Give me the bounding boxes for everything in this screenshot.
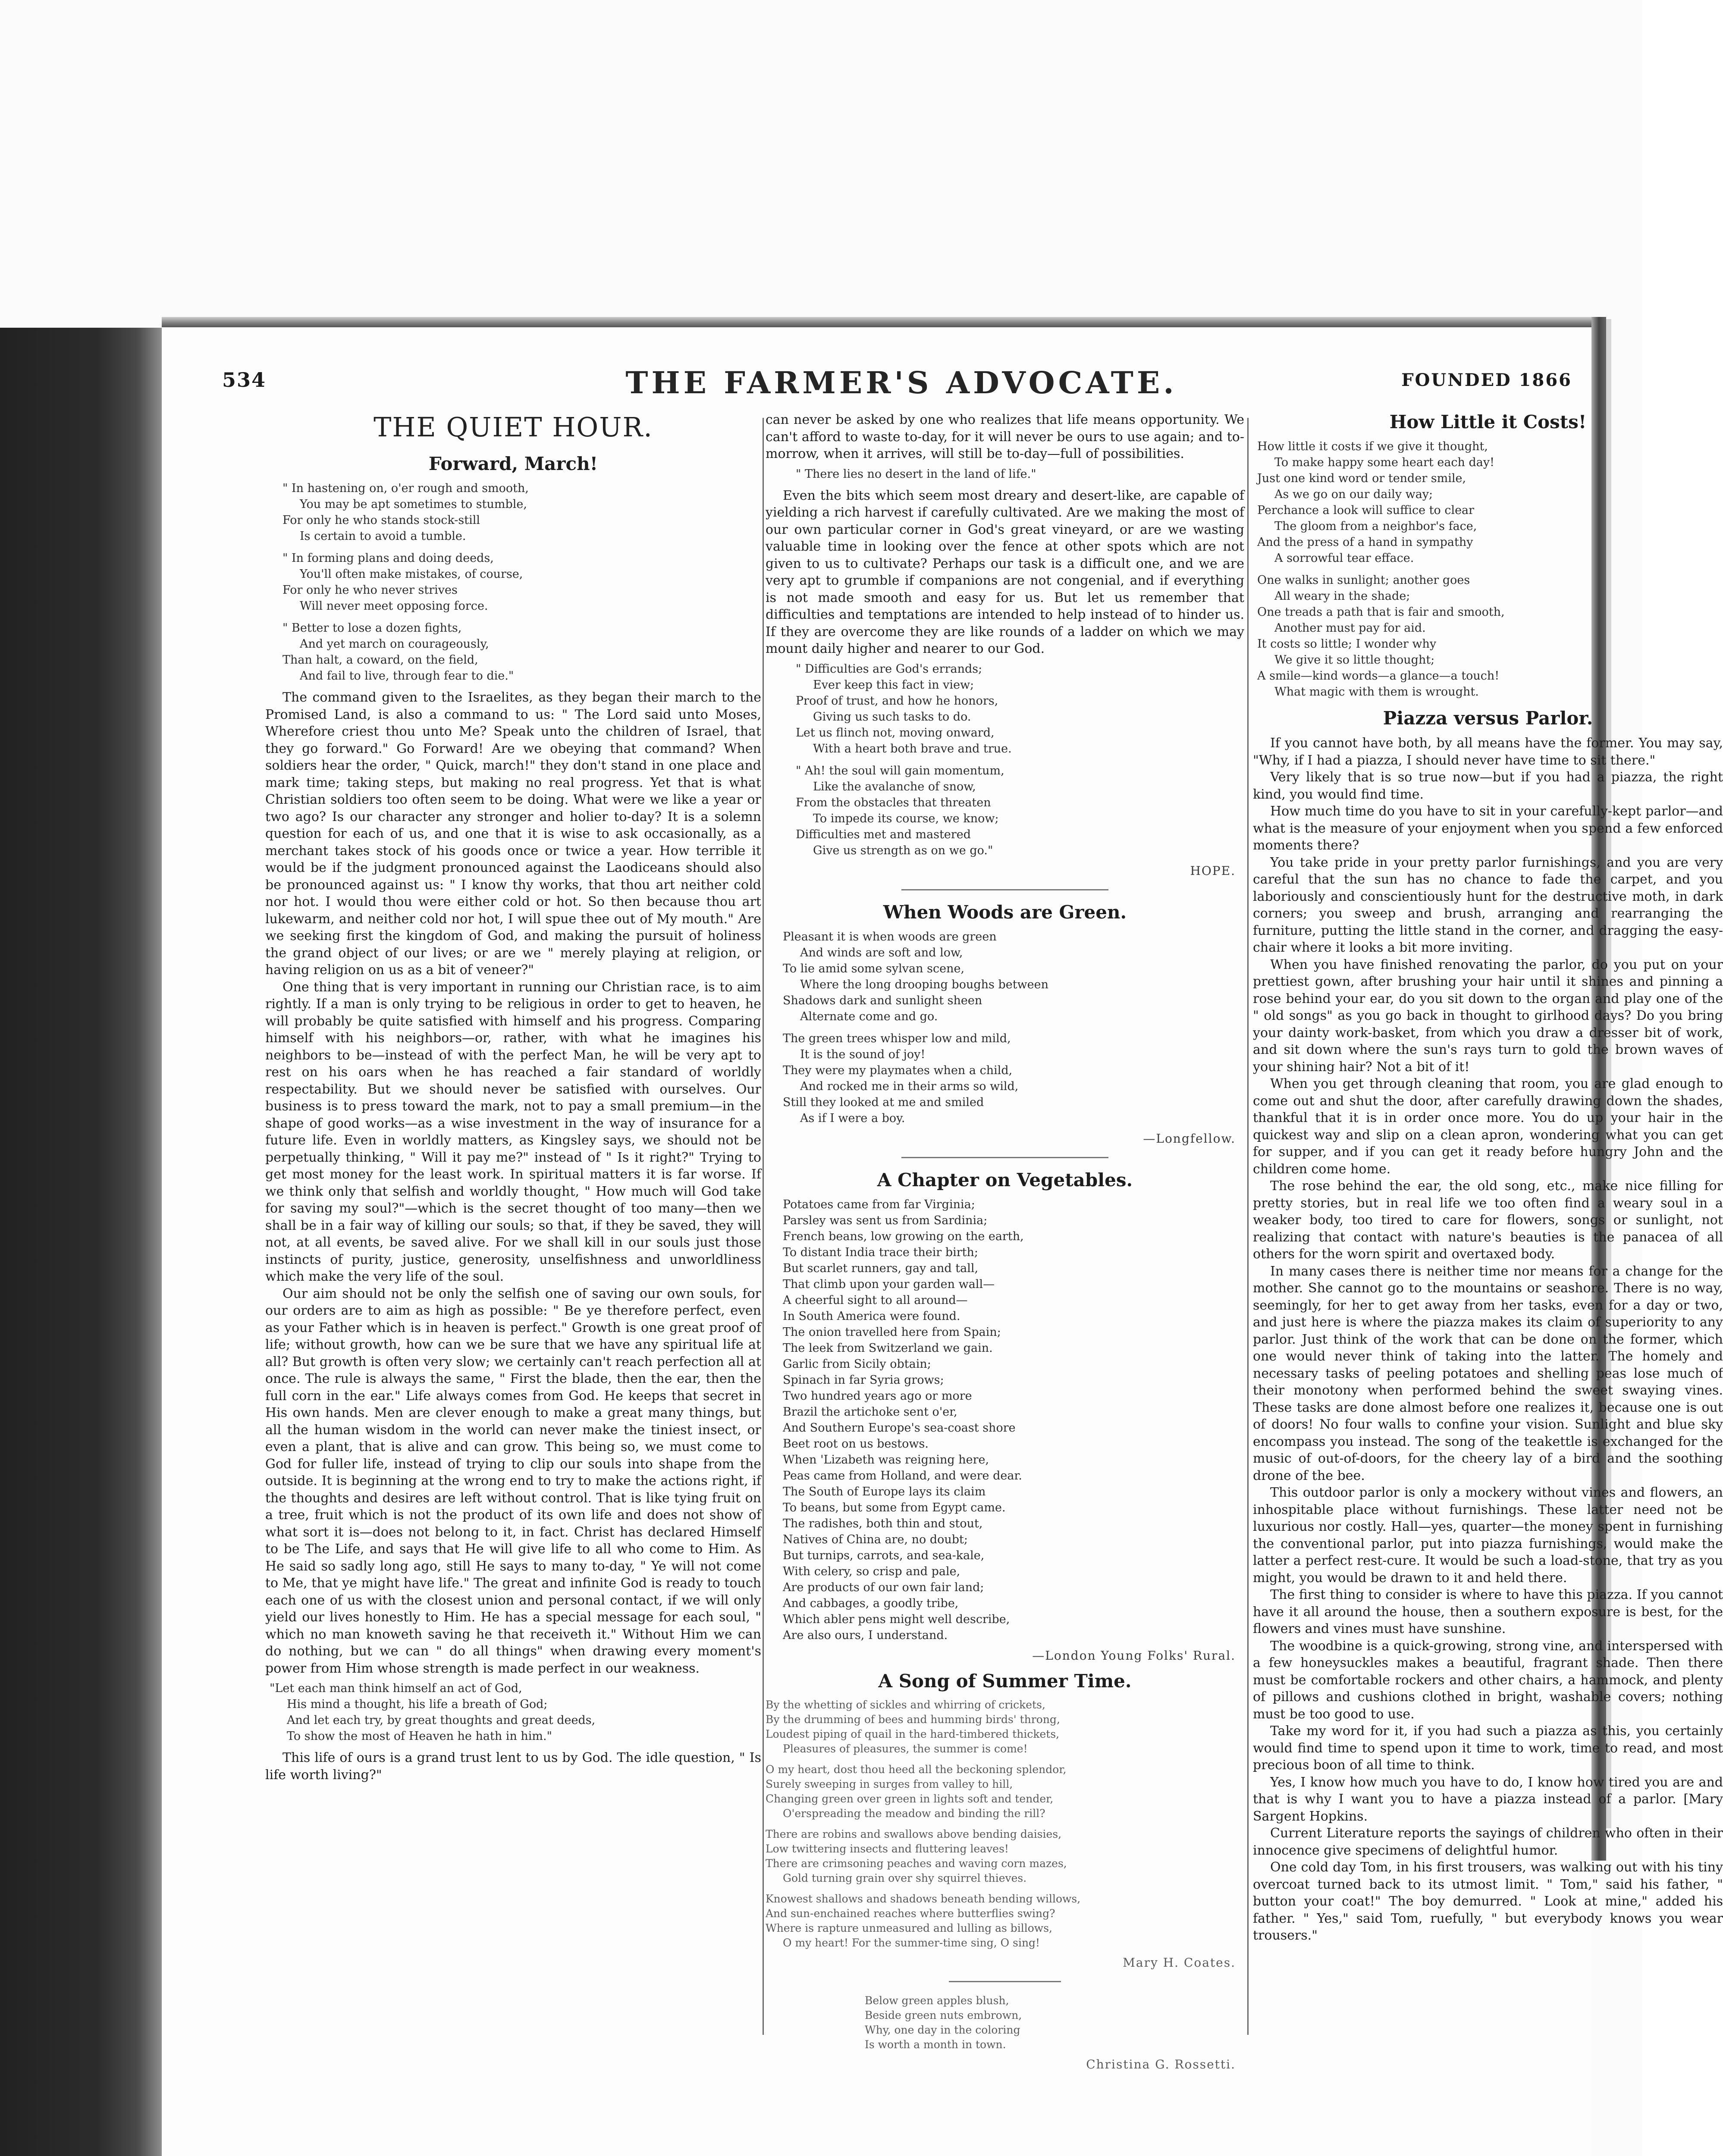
poem-line: Which abler pens might well describe,: [783, 1612, 1010, 1626]
poem-line: " In forming plans and doing deeds,: [282, 552, 494, 565]
poem-line: For only he who never strives: [282, 583, 458, 597]
poem-line: French beans, low growing on the earth,: [783, 1229, 1024, 1243]
masthead-title: THE FARMER'S ADVOCATE.: [625, 365, 1177, 401]
poem-line: But scarlet runners, gay and tall,: [783, 1261, 979, 1275]
article-heading: Piazza versus Parlor.: [1383, 708, 1593, 729]
divider: [901, 889, 1108, 890]
poem-line: Beside green nuts embrown,: [865, 2009, 1022, 2021]
poem-forward-march: [282, 480, 761, 684]
poem-line: By the drumming of bees and humming birds' throng,: [766, 1713, 1060, 1726]
column-3: [1253, 411, 1723, 1944]
poem-line: Than halt, a coward, on the field,: [282, 653, 478, 667]
article-heading: Forward, March!: [428, 453, 598, 474]
poem-line: Just one kind word or tender smile,: [1257, 472, 1466, 485]
poem-line: The gloom from a neighbor's face,: [1274, 520, 1477, 533]
poem-line: Loudest piping of quail in the hard-timbered thickets,: [766, 1727, 1060, 1740]
poem-line: To impede its course, we know;: [813, 812, 999, 825]
divider: [901, 1157, 1108, 1158]
paragraph: The command given to the Israelites, as they began their march to the Promised Land, is also a command to us: " The Lord said unto Moses, Wherefore criest thou unto Me? Speak unto the children of Israel, that they go forward." Go Forward! Are we obeying that command? When soldiers hear the order, " Quick, march!" they don't stand in one place and mark time; taking steps, but making no real progress. Yet that is what Christian soldiers too often seem to be doing. What were we like a year or two ago? Is our character any stronger and holier to-day? It is a solemn question for each of us, and one that it is wise to ask occasionally, as a merchant takes stock of his goods once or twice a year. How terrible it would be if the judgment pronounced against the Laodiceans should also be pronounced against us: " I know thy works, that thou art neither cold nor hot. I would thou were either cold or hot. So then because thou art lukewarm, and neither cold nor hot, I will spue thee out of My mouth." Are we seeking first the kingdom of God, and making the pursuit of holiness the grand object of our lives; or are we " merely playing at religion, or having religion on us as a bit of veneer?": [265, 690, 761, 978]
poem-line: Two hundred years ago or more: [783, 1389, 972, 1403]
poem-line: Where the long drooping boughs between: [800, 978, 1049, 991]
poem-line: One walks in sunlight; another goes: [1257, 573, 1470, 587]
poem-line: And Southern Europe's sea-coast shore: [783, 1421, 1016, 1435]
poem-line: For only he who stands stock-still: [282, 514, 480, 527]
poem-line: Parsley was sent us from Sardinia;: [783, 1213, 988, 1227]
paragraph: One cold day Tom, in his first trousers, was walking out with his tiny overcoat turned back to its utmost limit. " Tom," said his father, " button your coat!" The boy demurred. " Look at mine," added his father. " Yes," said Tom, ruefully, " but everybody knows you wear trousers.": [1253, 1860, 1723, 1943]
poem-line: To show the most of Heaven he hath in him.": [287, 1730, 552, 1743]
paragraph: The first thing to consider is where to have this piazza. If you cannot have it all around the house, then a southern exposure is best, for the flowers and vines must have sunshine.: [1253, 1587, 1723, 1636]
column-1: [265, 411, 761, 1783]
article-heading: When Woods are Green.: [883, 901, 1127, 923]
poem-line: Let us flinch not, moving onward,: [796, 726, 995, 740]
poem-line: They were my playmates when a child,: [783, 1063, 1013, 1077]
signature: Christina G. Rossetti.: [1086, 2057, 1236, 2071]
paragraph: This life of ours is a grand trust lent to us by God. The idle question, " Is life worth living?": [265, 1750, 761, 1783]
poem-line: Will never meet opposing force.: [300, 599, 488, 613]
poem-line: Gold turning grain over shy squirrel thieves.: [783, 1871, 1027, 1884]
poem-how-little: [1257, 439, 1723, 700]
article-body: [265, 689, 761, 1677]
poem-line: With a heart both brave and true.: [813, 742, 1012, 755]
poem-line: The South of Europe lays its claim: [783, 1485, 986, 1498]
paragraph: In many cases there is neither time nor means for a change for the mother. She cannot go to the mountains or seashore. There is no way, seemingly, for her to get away from her tasks, even for a day or two, and just here is where the piazza makes its claim of superiority to any parlor. Just think of the work that can be done on the former, which one would never think of taking into the latter. The homely and necessary tasks of peeling potatoes and shelling peas lose much of their monotony when performed behind the sweet swaying vines. These tasks are done almost before one realizes it, because one is out of doors! No four walls to confine your vision. Sunlight and blue sky encompass you instead. The song of the teakettle is exchanged for the music of out-of-doors, for the cheery lay of a bird and the soothing drone of the bee.: [1253, 1263, 1723, 1483]
poem-line: How little it costs if we give it thought,: [1257, 440, 1488, 453]
poem-line: All weary in the shade;: [1274, 589, 1410, 603]
poem-woods-green: [783, 929, 1244, 1126]
poem-line: There are crimsoning peaches and waving corn mazes,: [766, 1857, 1067, 1870]
poem-line: Potatoes came from far Virginia;: [783, 1197, 975, 1211]
poem-line: Surely sweeping in surges from valley to hill,: [766, 1777, 1013, 1790]
poem-line: A smile—kind words—a glance—a touch!: [1257, 669, 1500, 683]
poem-line: We give it so little thought;: [1274, 653, 1435, 667]
poem-line: Proof of trust, and how he honors,: [796, 694, 998, 708]
poem-line: And let each try, by great thoughts and great deeds,: [287, 1714, 596, 1727]
inline-quote: [270, 1680, 761, 1744]
poem-line: Brazil the artichoke sent o'er,: [783, 1405, 957, 1419]
poem-line: What magic with them is wrought.: [1274, 685, 1479, 699]
newspaper-page: [162, 327, 1723, 2156]
poem-line: To distant India trace their birth;: [783, 1245, 978, 1259]
poem-line: " In hastening on, o'er rough and smooth,: [282, 482, 529, 495]
poem-line: Shadows dark and sunlight sheen: [783, 993, 982, 1007]
paragraph: can never be asked by one who realizes that life means opportunity. We can't afford to waste to-day, for it will never be ours to use again; and to-morrow, when it arrives, will still be to-day—full of possibilities.: [766, 412, 1244, 461]
poem-line: A sorrowful tear efface.: [1274, 552, 1414, 565]
paragraph: When you have finished renovating the parlor, do you put on your prettiest gown, after brushing your hair until it shines and pinning a rose behind your ear, do you sit down to the organ and play one of the " old songs" as you go back in thought to girlhood days? Do you bring your dainty work-basket, from which you draw a dresser bit of work, and sit down where the sun's rays turn to gold the brown waves of your shining hair? Not a bit of it!: [1253, 957, 1723, 1075]
poem-line: Alternate come and go.: [800, 1009, 938, 1023]
poem-line: When 'Lizabeth was reigning here,: [783, 1453, 989, 1467]
poem-line: To make happy some heart each day!: [1274, 456, 1494, 469]
poem-line: There are robins and swallows above bending daisies,: [766, 1827, 1062, 1840]
article-body: [1253, 735, 1723, 1944]
poem-line: O'erspreading the meadow and binding the rill?: [783, 1807, 1045, 1820]
paragraph: Even the bits which seem most dreary and desert-like, are capable of yielding a rich harvest if carefully cultivated. Are we making the most of our own particular corner in God's great vineyard, or are we wasting valuable time in looking over the fence at other spots which are not given to us to cultivate? Perhaps our task is a difficult one, and we are very apt to grumble if companions are not congenial, and if everything is not made smooth and easy for us. But let us remember that difficulties and temptations are intended to help instead of to hinder us. If they are overcome they are like rounds of a ladder on which we may mount daily higher and nearer to our God.: [766, 488, 1244, 656]
quote-line: " There lies no desert in the land of life.": [796, 467, 1036, 481]
poem-line: In South America were found.: [783, 1309, 960, 1323]
poem-line: Give us strength as on we go.": [813, 843, 993, 857]
founded-note: FOUNDED 1866: [1401, 370, 1572, 390]
poem-line: Below green apples blush,: [865, 1994, 1009, 2007]
poem-line: And rocked me in their arms so wild,: [800, 1079, 1019, 1093]
poem-line: His mind a thought, his life a breath of God;: [287, 1698, 548, 1711]
poem-line: And yet march on courageously,: [300, 637, 489, 651]
poem-line: With celery, so crisp and pale,: [783, 1564, 960, 1578]
poem-line: And the press of a hand in sympathy: [1257, 536, 1473, 549]
article-heading: A Song of Summer Time.: [878, 1670, 1132, 1692]
running-head: [222, 365, 1581, 403]
poem-line: Is worth a month in town.: [865, 2038, 1006, 2051]
poem-line: Garlic from Sicily obtain;: [783, 1357, 931, 1371]
poem-line: Is certain to avoid a tumble.: [300, 530, 466, 543]
article-body-end: [265, 1749, 761, 1783]
paragraph: When you get through cleaning that room, you are glad enough to come out and shut the door, after carefully drawing down the shades, thankful that it is in order once more. You do up your hair in the quickest way and slip on a clean apron, wondering what you can get for supper, and if you can get it ready before hungry John and the children come home.: [1253, 1076, 1723, 1177]
poem-line: Perchance a look will suffice to clear: [1257, 504, 1475, 517]
desert-quote: [796, 466, 1244, 482]
poem-line: O my heart, dost thou heed all the beckoning splendor,: [766, 1763, 1067, 1776]
paragraph: You take pride in your pretty parlor furnishings, and you are very careful that the sun has no chance to fade the carpet, and you laboriously and conscientiously hunt for the destructive moth, in dark corners; you sweep and brush, arranging and rearranging the furniture, putting the little stand in the corner, and dragging the easy-chair where it looks a bit more inviting.: [1253, 855, 1723, 955]
poem-line: Where is rapture unmeasured and lulling as billows,: [766, 1921, 1052, 1934]
poem-line: To beans, but some from Egypt came.: [783, 1501, 1006, 1514]
divider: [949, 1981, 1061, 1982]
page-top-edge: [162, 317, 1602, 327]
epigraph: [865, 1993, 1244, 2052]
poem-line: Peas came from Holland, and were dear.: [783, 1469, 1022, 1482]
poem-line: Are also ours, I understand.: [783, 1628, 948, 1642]
poem-line: One treads a path that is fair and smooth,: [1257, 605, 1505, 619]
article-heading: A Chapter on Vegetables.: [877, 1169, 1133, 1191]
poem-line: From the obstacles that threaten: [796, 796, 991, 809]
poem-line: Knowest shallows and shadows beneath bending willows,: [766, 1892, 1081, 1905]
poem-line: Changing green over green in lights soft and tender,: [766, 1792, 1054, 1805]
poem-line: Low twittering insects and fluttering leaves!: [766, 1842, 1009, 1855]
poem-line: As we go on our daily way;: [1274, 488, 1433, 501]
poem-line: The onion travelled here from Spain;: [783, 1325, 1001, 1339]
poem-line: Giving us such tasks to do.: [813, 710, 971, 724]
poem-line: The green trees whisper low and mild,: [783, 1031, 1011, 1045]
signature: —Longfellow.: [1143, 1131, 1236, 1146]
poem-line: But turnips, carrots, and sea-kale,: [783, 1548, 985, 1562]
paragraph: If you cannot have both, by all means have the former. You may say, "Why, if I had a piazza, I should never have time to sit there.": [1253, 736, 1723, 768]
page-number: 534: [222, 368, 267, 392]
poem-line: You'll often make mistakes, of course,: [300, 567, 523, 581]
paragraph: Yes, I know how much you have to do, I know how tired you are and that is why I want you to have a piazza instead of a parlor. [Mary Sargent Hopkins.: [1253, 1774, 1723, 1824]
paragraph: The rose behind the ear, the old song, etc., make nice filling for pretty stories, but in real life we too often find a weary soul in a weaker body, too tired to care for flowers, songs or sunlight, not realizing that contact with nature's beauties is the panacea of all others for the worn spirit and overtaxed body.: [1253, 1178, 1723, 1262]
column-rule: [1247, 418, 1249, 2035]
poem-line: And cabbages, a goodly tribe,: [783, 1596, 959, 1610]
poem-line: Ever keep this fact in view;: [813, 678, 974, 692]
poem-line: "Let each man think himself an act of God,: [270, 1682, 522, 1695]
article-continuation: [766, 411, 1244, 463]
poem-line: Still they looked at me and smiled: [783, 1095, 984, 1109]
poem-line: And fail to live, through fear to die.": [300, 669, 514, 683]
poem-line: Spinach in far Syria grows;: [783, 1373, 944, 1387]
poem-line: Another must pay for aid.: [1274, 621, 1426, 635]
poem-line: A cheerful sight to all around—: [783, 1293, 968, 1307]
poem-line: " Difficulties are God's errands;: [796, 662, 982, 676]
article-body: [766, 487, 1244, 658]
poem-line: " Better to lose a dozen fights,: [282, 621, 462, 635]
poem-line: O my heart! For the summer-time sing, O sing!: [783, 1936, 1040, 1949]
poem-line: You may be apt sometimes to stumble,: [300, 498, 527, 511]
poem-line: Pleasant it is when woods are green: [783, 930, 997, 943]
poem-line: Natives of China are, no doubt;: [783, 1532, 968, 1546]
paragraph: Very likely that is so true now—but if you had a piazza, the right kind, you would find time.: [1253, 770, 1723, 802]
paragraph: Our aim should not be only the selfish one of saving our own souls, for our orders are to aim as high as possible: " Be ye therefore perfect, even as your Father which is in heaven is perfect." Growth is one great proof of life; without growth, how can we be sure that we have any spiritual life at all? But growth is often very slow; we certainly can't reach perfection all at once. The rule is always the same, " First the blade, then the ear, then the full corn in the ear." Life always comes from God. He keeps that secret in His own hands. Men are clever enough to make a great many things, but all the human wisdom in the world can never make the tiniest insect, or even a plant, that is alive and can grow. This being so, we must come to God for fuller life, instead of trying to clip our souls into shape from the outside. It is beginning at the wrong end to try to make the actions right, if the thoughts and desires are left without control. That is like tying fruit on a tree, fruit which is not the product of its own life and does not show of what sort it is—does not belong to it, in fact. Christ has declared Himself to be The Life, and says that He will give life to all who come to Him. As He said so sadly long ago, still He says to many to-day, " Ye will not come to Me, that ye might have life." The great and infinite God is ready to touch each one of us with the closest union and personal contact, if we will only yield our lives honestly to Him. He has a special message for each soul, " which no man knoweth saving he that receiveth it." Without Him we can do nothing, but we can " do all things" when drawing every moment's power from Him whose strength is made perfect in our weakness.: [265, 1286, 761, 1676]
poem-errands: [796, 661, 1244, 859]
poem-line: And winds are soft and low,: [800, 946, 963, 959]
poem-line: Difficulties met and mastered: [796, 827, 971, 841]
article-heading: How Little it Costs!: [1389, 411, 1587, 432]
column-rule: [763, 418, 764, 2035]
poem-line: That climb upon your garden wall—: [783, 1277, 995, 1291]
poem-line: By the whetting of sickles and whirring of crickets,: [766, 1698, 1045, 1711]
paragraph: One thing that is very important in running our Christian race, is to aim rightly. If a man is only trying to be religious in order to get to heaven, he will probably be quite satisfied with himself and his progress. Comparing himself with his neighbors—or, rather, with what he imagines his neighbors to be—instead of with the perfect Man, he will be very apt to rest on his oars when he has reached a fair standard of worldly respectability. But we should never be satisfied with ourselves. Our business is to press toward the mark, not to pay a small premium—in the shape of good works—as a wise investment in the way of insurance for a future life. Even in worldly matters, as Kingsley says, we should not be perpetually thinking, " Will it pay me?" instead of " Is it right?" Trying to get most money for the least work. In spiritual matters it is far worse. If we think only that selfish and worldly thought, " How much will God take for saving my soul?"—which is the secret thought of too many—then we shall be in a fair way of killing our souls; so that, if they be saved, they will not, at all events, be saved alive. For we shall kill in our souls just those instincts of purity, justice, generosity, unselfishness and unworldliness which make the very life of the soul.: [265, 979, 761, 1284]
poem-line: Beet root on us bestows.: [783, 1437, 929, 1451]
poem-line: It costs so little; I wonder why: [1257, 637, 1437, 651]
section-title: THE QUIET HOUR.: [373, 411, 653, 443]
poem-line: " Ah! the soul will gain momentum,: [796, 764, 1004, 777]
poem-line: Why, one day in the coloring: [865, 2023, 1020, 2036]
poem-summer-time: [766, 1698, 1244, 1950]
paragraph: Take my word for it, if you had such a piazza as this, you certainly would find time to spend upon it time to work, time to read, and most precious boon of all time to think.: [1253, 1724, 1723, 1773]
signature: Mary H. Coates.: [1123, 1955, 1236, 1970]
poem-line: Like the avalanche of snow,: [813, 780, 976, 793]
paragraph: This outdoor parlor is only a mockery without vines and flowers, an inhospitable place without furnishings. These latter need not be luxurious nor costly. Hall—yes, quarter—the money spent in furnishing the conventional parlor, put into piazza furnishings, would make the latter a perfect rest-cure. It would be such a load-stone, that try as you might, you would be drawn to it and held there.: [1253, 1485, 1723, 1586]
paragraph: The woodbine is a quick-growing, strong vine, and interspersed with a few honeysuckles makes a beautiful, fragrant shade. Then there must be comfortable rockers and other chairs, a hammock, and plenty of pillows and cushions clothed in bright, washable covers; nothing must be too good to use.: [1253, 1638, 1723, 1722]
poem-line: The radishes, both thin and stout,: [783, 1517, 983, 1530]
poem-line: Are products of our own fair land;: [783, 1580, 984, 1594]
signature: HOPE.: [1190, 863, 1236, 878]
signature: —London Young Folks' Rural.: [1032, 1648, 1236, 1663]
poem-line: The leek from Switzerland we gain.: [783, 1341, 993, 1355]
poem-line: To lie amid some sylvan scene,: [783, 962, 965, 975]
binding-shadow: [0, 328, 162, 2156]
paragraph: How much time do you have to sit in your carefully-kept parlor—and what is the measure of your enjoyment when you spend a few enforced moments there?: [1253, 804, 1723, 853]
poem-line: And sun-enchained reaches where butterflies swing?: [766, 1907, 1055, 1920]
poem-vegetables: [783, 1197, 1244, 1643]
paragraph: Current Literature reports the sayings of children who often in their innocence give specimens of delightful humor.: [1253, 1826, 1723, 1858]
poem-line: Pleasures of pleasures, the summer is come!: [783, 1742, 1028, 1755]
poem-line: It is the sound of joy!: [800, 1047, 926, 1061]
column-2: [766, 411, 1244, 2076]
poem-line: As if I were a boy.: [800, 1111, 905, 1125]
